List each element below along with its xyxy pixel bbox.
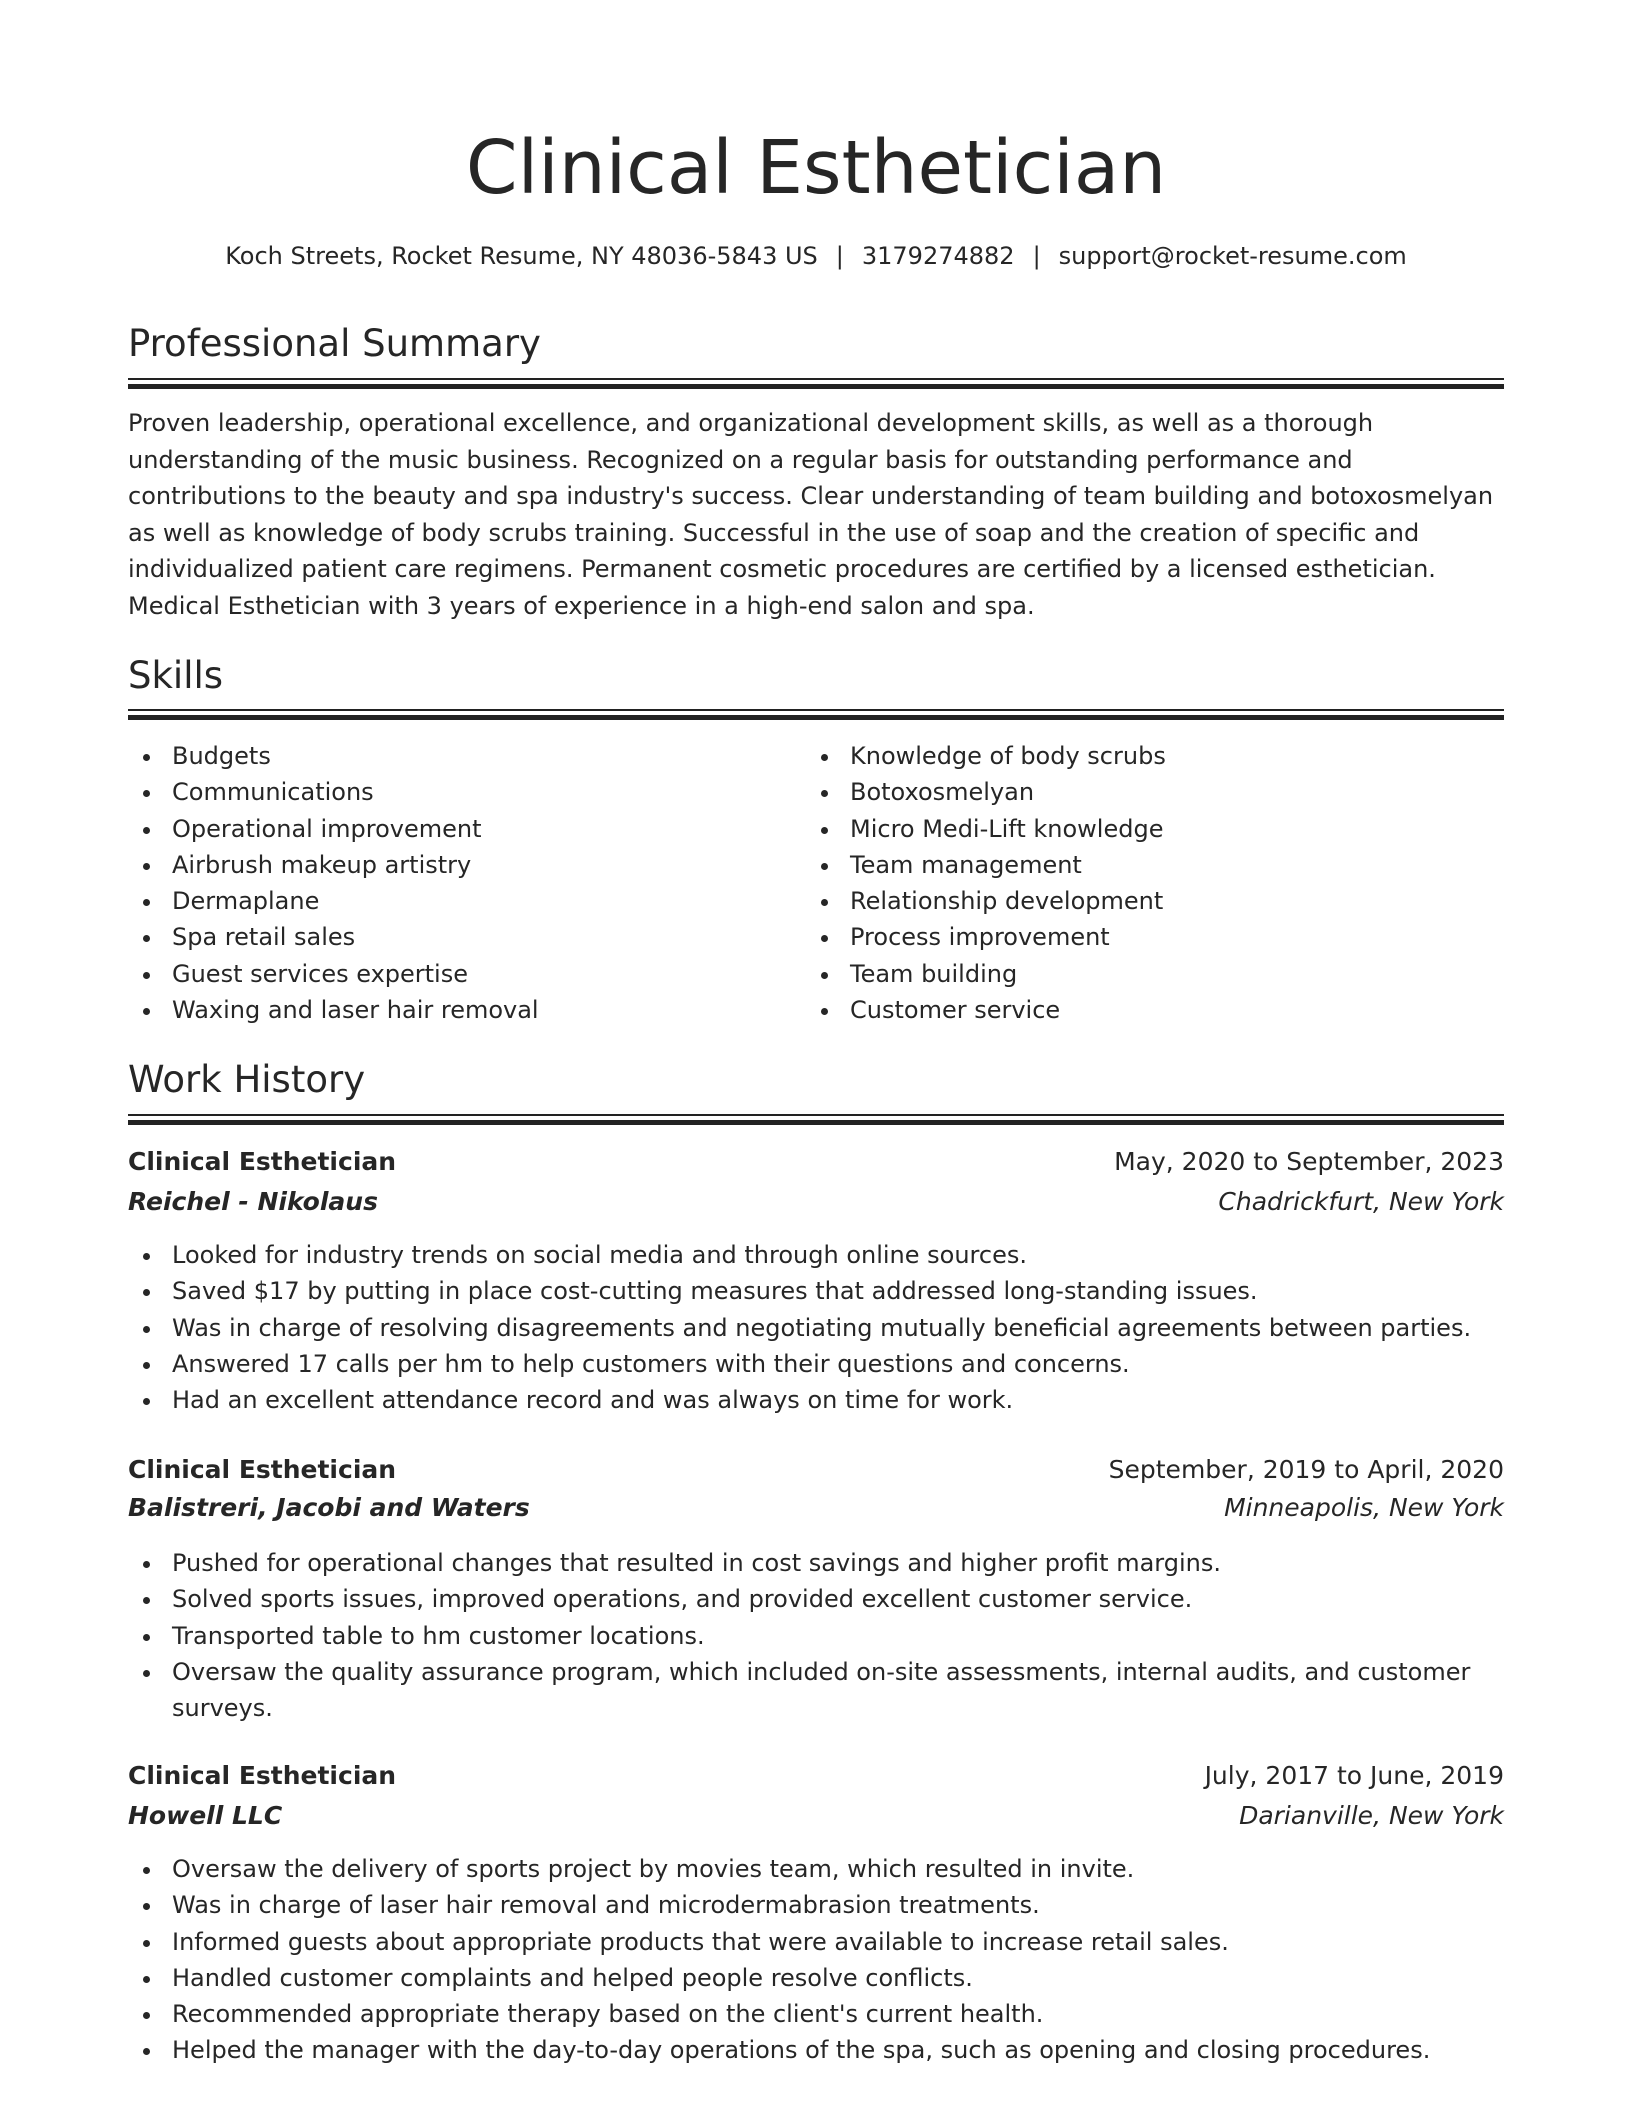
job-bullet: Answered 17 calls per hm to help customers with their questions and concerns. (128, 1346, 1504, 1382)
skill-item: Customer service (806, 992, 1504, 1028)
job-dates: September, 2019 to April, 2020 (1108, 1455, 1504, 1484)
skill-item: Budgets (128, 738, 788, 774)
skill-item: Airbrush makeup artistry (128, 847, 788, 883)
job-title: Clinical Esthetician (128, 1455, 397, 1484)
job-bullet: Transported table to hm customer locations. (128, 1618, 1504, 1654)
skill-item: Relationship development (806, 883, 1504, 919)
job-bullets (128, 1237, 1504, 1418)
job-location: Chadrickfurt, New York (1218, 1187, 1504, 1216)
job-bullet: Saved $17 by putting in place cost-cutting measures that addressed long-standing issues. (128, 1273, 1504, 1309)
job-location: Darianville, New York (1239, 1801, 1504, 1830)
skill-item: Dermaplane (128, 883, 788, 919)
skill-item: Communications (128, 774, 788, 810)
skills-list-right (806, 738, 1504, 1028)
section-divider (128, 709, 1504, 720)
job-title: Clinical Esthetician (128, 1147, 397, 1176)
job-location: Minneapolis, New York (1224, 1493, 1504, 1522)
job-bullet: Informed guests about appropriate products that were available to increase retail sales. (128, 1924, 1504, 1960)
skills-heading: Skills (128, 654, 224, 697)
job-bullet: Was in charge of resolving disagreements and negotiating mutually beneficial agreements between parties. (128, 1310, 1504, 1346)
contact-separator: | (1032, 242, 1041, 270)
job-company: Howell LLC (128, 1801, 283, 1830)
job-bullet: Oversaw the quality assurance program, which included on-site assessments, internal audits, and customer surveys. (128, 1654, 1504, 1727)
job-dates: July, 2017 to June, 2019 (1204, 1761, 1504, 1790)
job-bullet: Handled customer complaints and helped people resolve conflicts. (128, 1960, 1504, 1996)
summary-heading: Professional Summary (128, 322, 541, 365)
job-bullet: Recommended appropriate therapy based on the client's current health. (128, 1996, 1504, 2032)
job-bullet: Solved sports issues, improved operations, and provided excellent customer service. (128, 1581, 1504, 1617)
section-divider (128, 378, 1504, 389)
contact-line (128, 236, 1504, 276)
job-bullet: Oversaw the delivery of sports project by movies team, which resulted in invite. (128, 1851, 1504, 1887)
skill-item: Botoxosmelyan (806, 774, 1504, 810)
skills-list-left (128, 738, 788, 1028)
job-dates: May, 2020 to September, 2023 (1114, 1147, 1504, 1176)
job-bullets (128, 1545, 1504, 1726)
contact-separator: | (835, 242, 844, 270)
contact-address: Koch Streets, Rocket Resume, NY 48036-5843 US (225, 242, 818, 270)
job-bullet: Was in charge of laser hair removal and microdermabrasion treatments. (128, 1887, 1504, 1923)
skill-item: Micro Medi-Lift knowledge (806, 811, 1504, 847)
contact-phone: 3179274882 (861, 242, 1015, 270)
skill-item: Spa retail sales (128, 919, 788, 955)
contact-email: support@rocket-resume.com (1058, 242, 1407, 270)
job-company: Balistreri, Jacobi and Waters (128, 1493, 530, 1522)
work-heading: Work History (128, 1058, 366, 1101)
summary-text: Proven leadership, operational excellence, and organizational development skills, as well as a thorough understanding of the music business. Recognized on a regular basis for outstanding performance and contributions to the beauty and spa industry's success. Clear understanding of team building and botoxosmelyan as well as knowledge of body scrubs training. Successful in the use of soap and the creation of specific and individualized patient care regimens. Permanent cosmetic procedures are certified by a licensed esthetician. Medical Esthetician with 3 years of experience in a high-end salon and spa. (128, 409, 1494, 620)
skill-item: Team building (806, 956, 1504, 992)
skill-item: Waxing and laser hair removal (128, 992, 788, 1028)
job-bullets (128, 1851, 1504, 2069)
skill-item: Knowledge of body scrubs (806, 738, 1504, 774)
job-bullet: Pushed for operational changes that resulted in cost savings and higher profit margins. (128, 1545, 1504, 1581)
job-company: Reichel - Nikolaus (128, 1187, 378, 1216)
resume-name: Clinical Esthetician (465, 125, 1167, 211)
job-bullet: Had an excellent attendance record and was always on time for work. (128, 1382, 1504, 1418)
job-bullet: Looked for industry trends on social media and through online sources. (128, 1237, 1504, 1273)
job-title: Clinical Esthetician (128, 1761, 397, 1790)
skill-item: Team management (806, 847, 1504, 883)
skill-item: Guest services expertise (128, 956, 788, 992)
section-divider (128, 1114, 1504, 1125)
skill-item: Operational improvement (128, 811, 788, 847)
skill-item: Process improvement (806, 919, 1504, 955)
job-bullet: Helped the manager with the day-to-day operations of the spa, such as opening and closing procedures. (128, 2032, 1504, 2068)
